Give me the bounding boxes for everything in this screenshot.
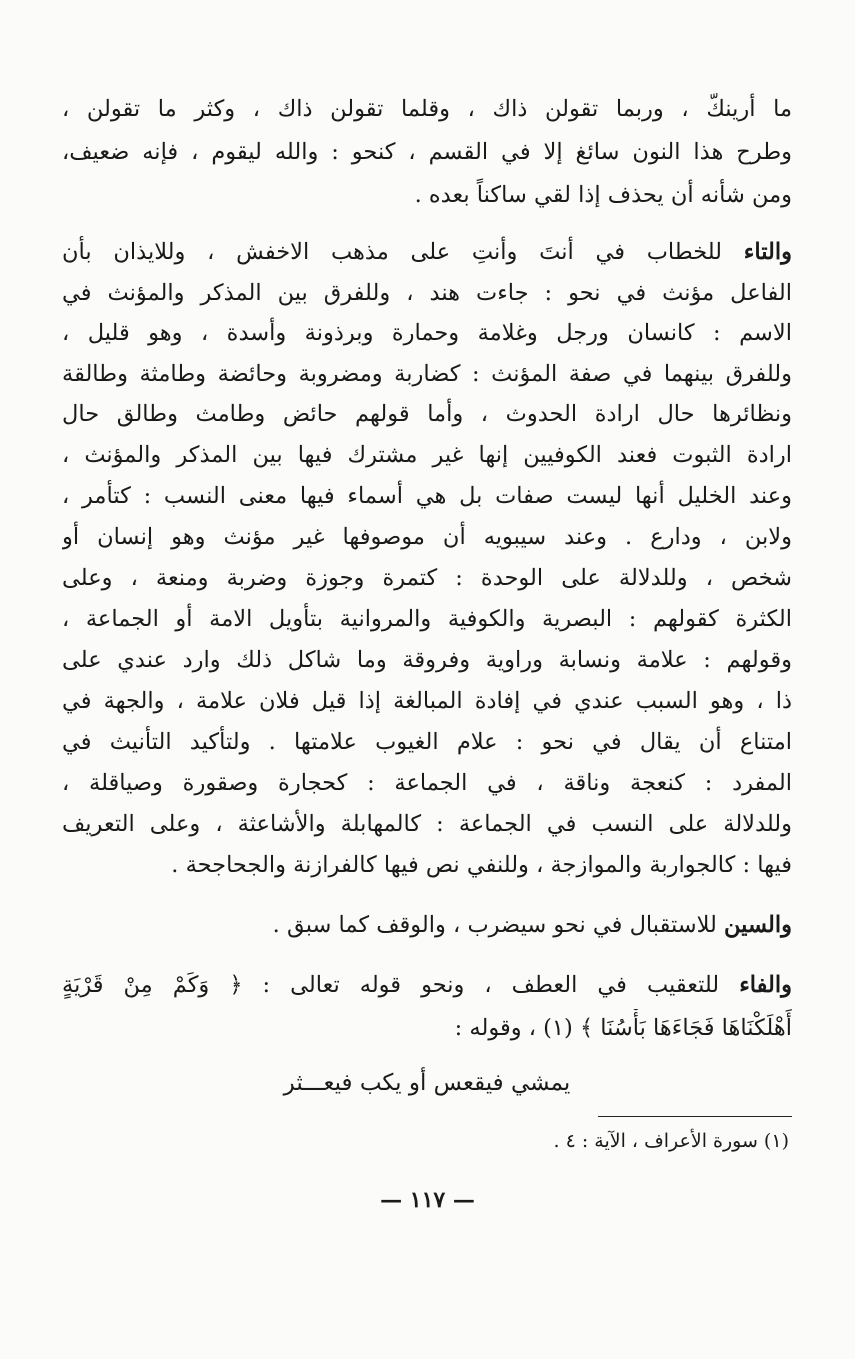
- text-line: ومن شأنه أن يحذف إذا لقي ساكناً بعده .: [414, 182, 792, 208]
- text-line: وللفرق بينهما في صفة المؤنث : كضاربة ومضروبة وحائضة وطامثة وطالقة: [62, 361, 792, 387]
- footnote: (١) سورة الأعراف ، الآية : ٤ .: [553, 1130, 789, 1152]
- text-line: امتناع أن يقال في نحو : علام الغيوب علامتها . ولتأكيد التأنيث في: [62, 729, 792, 755]
- text-line: شخص ، وللدلالة على الوحدة : كتمرة وجوزة وضربة ومنعة ، وعلى: [62, 565, 792, 591]
- text-line: وطرح هذا النون سائغ إلا في القسم ، كنحو : والله ليقوم ، فإنه ضعيف،: [62, 139, 792, 165]
- text-line: ولابن ، ودارع . وعند سيبويه أن موصوفها غير مؤنث وهو إنسان أو: [62, 524, 792, 550]
- footnote-divider: [598, 1116, 792, 1117]
- text-line: ما أرينكّ ، وربما تقولن ذاك ، وقلما تقولن ذاك ، وكثر ما تقولن ،: [62, 96, 792, 122]
- text-line: ارادة الثبوت فعند الكوفيين إنها غير مشترك فيها بين المذكر والمؤنث ،: [62, 442, 792, 468]
- text-line: الفاعل مؤنث في نحو : جاءت هند ، وللفرق بين المذكر والمؤنث في: [62, 280, 792, 306]
- text-line: [62, 966, 792, 1004]
- text-line: وللدلالة على النسب في الجماعة : كالمهابلة والأشاعثة ، وعلى التعريف: [62, 811, 792, 837]
- text-line: وقولهم : علامة ونسابة وراوية وفروقة وما شاكل ذلك وارد عندي على: [62, 647, 792, 673]
- text-line: الكثرة كقولهم : البصرية والكوفية والمروانية بتأويل الامة أو الجماعة ،: [62, 606, 792, 632]
- text-line-rest: للتعقيب في العطف ، ونحو قوله تعالى : ﴿ وَكَمْ مِنْ قَرْيَةٍ: [62, 972, 740, 998]
- page-number: — ١١٧ —: [380, 1187, 475, 1213]
- text-line: أَهْلَكْنَاهَا فَجَاءَهَا بَأْسُنَا ﴾ (١) ، وقوله :: [454, 1015, 792, 1041]
- poetry-verse: يمشي فيقعس أو يكب فيعـــثر: [283, 1070, 571, 1096]
- paragraph-lead-word: والفاء: [739, 972, 792, 998]
- text-line: فيها : كالجواربة والموازجة ، وللنفي نص فيها كالفرازنة والجحاجحة .: [171, 852, 792, 878]
- paragraph-lead-word: والتاء: [743, 239, 792, 265]
- text-line: المفرد : كنعجة وناقة ، في الجماعة : كحجارة وصقورة وصياقلة ،: [62, 770, 792, 796]
- text-line: وعند الخليل أنها ليست صفات بل هي أسماء فيها معنى النسب : كتأمر ،: [62, 483, 792, 509]
- text-line-rest: للاستقبال في نحو سيضرب ، والوقف كما سبق .: [272, 912, 725, 938]
- paragraph-lead-word: والسين: [724, 912, 792, 938]
- text-line: ونظائرها حال ارادة الحدوث ، وأما قولهم حائض وطامث وطالق حال: [62, 401, 792, 427]
- text-line: [62, 906, 792, 944]
- text-line: الاسم : كانسان ورجل وغلامة وحمارة وبرذونة وأسدة ، وهو قليل ،: [62, 320, 792, 346]
- text-line: [62, 233, 792, 271]
- text-line: ذا ، وهو السبب عندي في إفادة المبالغة إذا قيل فلان علامة ، والجهة في: [62, 688, 792, 714]
- text-line-rest: للخطاب في أنتَ وأنتِ على مذهب الاخفش ، وللايذان بأن: [62, 239, 744, 265]
